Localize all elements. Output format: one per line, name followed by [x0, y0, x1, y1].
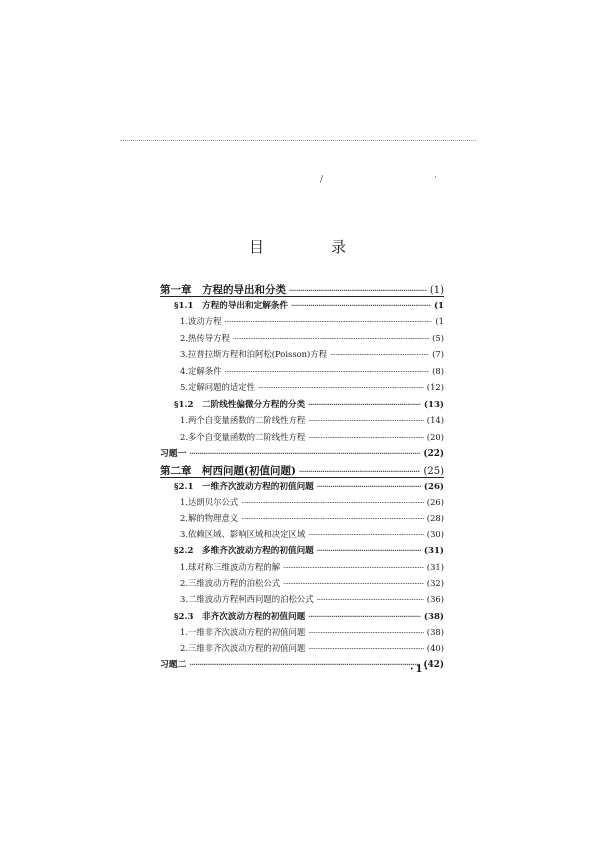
toc-section-row[interactable]	[174, 299, 444, 315]
page-title: 目 录	[248, 238, 372, 256]
toc-page-number: (22)	[423, 449, 444, 459]
toc-entry-title: 4.定解条件	[180, 366, 222, 376]
toc-leader-dots	[317, 596, 424, 604]
toc-exercise-row[interactable]	[160, 446, 444, 462]
toc-item-row[interactable]	[180, 642, 444, 658]
toc-item-row[interactable]	[180, 561, 444, 577]
toc-item-row[interactable]	[180, 496, 444, 512]
toc-entry-title: 第一章 方程的导出和分类	[160, 284, 286, 296]
toc-entry-title: 1.两个自变量函数的二阶线性方程	[180, 415, 306, 425]
toc-item-row[interactable]	[180, 512, 444, 528]
toc-page-number: (13)	[423, 400, 444, 410]
toc-entry-title: 3.拉普拉斯方程和泊阿松(Poisson)方程	[180, 349, 328, 359]
toc-entry-title: 1.达朗贝尔公式	[180, 497, 239, 507]
toc-page-number: (20)	[426, 432, 444, 442]
toc-page-number: (38)	[423, 612, 444, 622]
toc-page-number: (26)	[426, 497, 444, 507]
toc-entry-title: 习题二	[160, 660, 187, 670]
toc-item-row[interactable]	[180, 626, 444, 642]
toc-entry-title: 3.二维波动方程柯西问题的泊松公式	[180, 594, 314, 604]
toc-page-number: (14)	[426, 415, 444, 425]
toc-leader-dots	[225, 368, 430, 376]
toc-page-number: (42)	[423, 660, 444, 670]
toc-leader-dots	[308, 531, 424, 539]
scan-speck: ·	[434, 173, 437, 183]
toc-leader-dots	[225, 318, 433, 326]
toc-entry-title: 2.解的物理意义	[180, 513, 239, 523]
toc-section-row[interactable]	[174, 398, 444, 414]
toc-page-number: (12)	[426, 382, 444, 392]
chapter-underline	[160, 296, 444, 297]
toc-chapter-row[interactable]	[160, 282, 444, 298]
toc-leader-dots	[308, 400, 421, 409]
scan-speck: /	[320, 175, 324, 185]
toc-item-row[interactable]	[180, 431, 444, 447]
toc-chapter-row[interactable]	[160, 463, 444, 479]
toc-item-row[interactable]	[180, 577, 444, 593]
toc-item-row[interactable]	[180, 348, 444, 364]
toc-entry-title: §2.3 非齐次波动方程的初值问题	[174, 612, 306, 622]
toc-leader-dots	[317, 546, 421, 555]
toc-item-row[interactable]	[180, 315, 444, 331]
toc-entry-title: 1.波动方程	[180, 316, 222, 326]
toc-entry-title: §1.2 二阶线性偏微分方程的分类	[174, 400, 306, 410]
header-rule	[120, 140, 476, 141]
toc-leader-dots	[317, 482, 421, 491]
toc-page-number: (40)	[426, 643, 444, 653]
toc-page-number: (31)	[426, 562, 444, 572]
toc-leader-dots	[308, 417, 424, 425]
toc-page-number: (26)	[423, 482, 444, 492]
toc-entry-title: §2.1 一维齐次波动方程的初值问题	[174, 482, 314, 492]
toc-section-row[interactable]	[174, 610, 444, 626]
toc-leader-dots	[308, 612, 421, 621]
toc-entry-title: 2.热传导方程	[180, 333, 230, 343]
toc-leader-dots	[283, 564, 424, 572]
toc-entry-title: §1.1 方程的导出和定解条件	[174, 301, 288, 311]
toc-leader-dots	[241, 515, 424, 523]
toc-leader-dots	[258, 384, 424, 392]
toc-item-row[interactable]	[180, 528, 444, 544]
toc-entry-title: 2.三维非齐次波动方程的初值问题	[180, 643, 306, 653]
toc-page-number: (31)	[423, 546, 444, 556]
toc-page-number: (1	[435, 316, 444, 326]
toc-entry-title: §2.2 多维齐次波动方程的初值问题	[174, 546, 314, 556]
chapter-underline	[160, 477, 444, 478]
toc-leader-dots	[291, 301, 431, 310]
toc-item-row[interactable]	[180, 593, 444, 609]
toc-entry-title: 第二章 柯西问题(初值问题)	[160, 465, 296, 477]
toc-leader-dots	[189, 660, 420, 669]
toc-item-row[interactable]	[180, 365, 444, 381]
toc-page-number: (38)	[426, 627, 444, 637]
toc-item-row[interactable]	[180, 381, 444, 397]
toc-item-row[interactable]	[180, 332, 444, 348]
toc-leader-dots	[289, 286, 427, 295]
toc-entry-title: 5.定解问题的适定性	[180, 382, 255, 392]
toc-entry-title: 1.球对称三维波动方程的解	[180, 562, 281, 572]
toc-page-number: (28)	[426, 513, 444, 523]
toc-exercise-row[interactable]	[160, 657, 444, 673]
toc-entry-title: 2.三维波动方程的泊松公式	[180, 578, 281, 588]
toc-page-number: (5)	[432, 333, 444, 343]
toc-leader-dots	[330, 351, 429, 359]
toc-leader-dots	[283, 580, 424, 588]
toc-page-number: (25)	[423, 466, 444, 477]
toc-entry-title: 1.一维非齐次波动方程的初值问题	[180, 627, 306, 637]
toc-leader-dots	[189, 449, 420, 458]
toc-page-number: (8)	[432, 366, 444, 376]
toc-leader-dots	[308, 645, 424, 653]
toc-page-number: (36)	[426, 594, 444, 604]
toc-section-row[interactable]	[174, 480, 444, 496]
toc-leader-dots	[233, 335, 429, 343]
toc-entry-title: 2.多个自变量函数的二阶线性方程	[180, 432, 306, 442]
toc-item-row[interactable]	[180, 414, 444, 430]
toc-page-number: (32)	[426, 578, 444, 588]
toc-leader-dots	[308, 629, 424, 637]
toc-page-number: (1)	[429, 285, 444, 296]
page-number: ·1·	[410, 664, 430, 675]
toc-page-number: (1	[433, 301, 444, 311]
toc-page-number: (30)	[426, 529, 444, 539]
toc-leader-dots	[299, 467, 421, 476]
toc-entry-title: 习题一	[160, 449, 187, 459]
toc-section-row[interactable]	[174, 544, 444, 560]
toc-page-number: (7)	[432, 349, 444, 359]
toc-leader-dots	[308, 434, 424, 442]
toc-leader-dots	[241, 499, 424, 507]
toc-entry-title: 3.依赖区域、影响区域和决定区域	[180, 529, 306, 539]
